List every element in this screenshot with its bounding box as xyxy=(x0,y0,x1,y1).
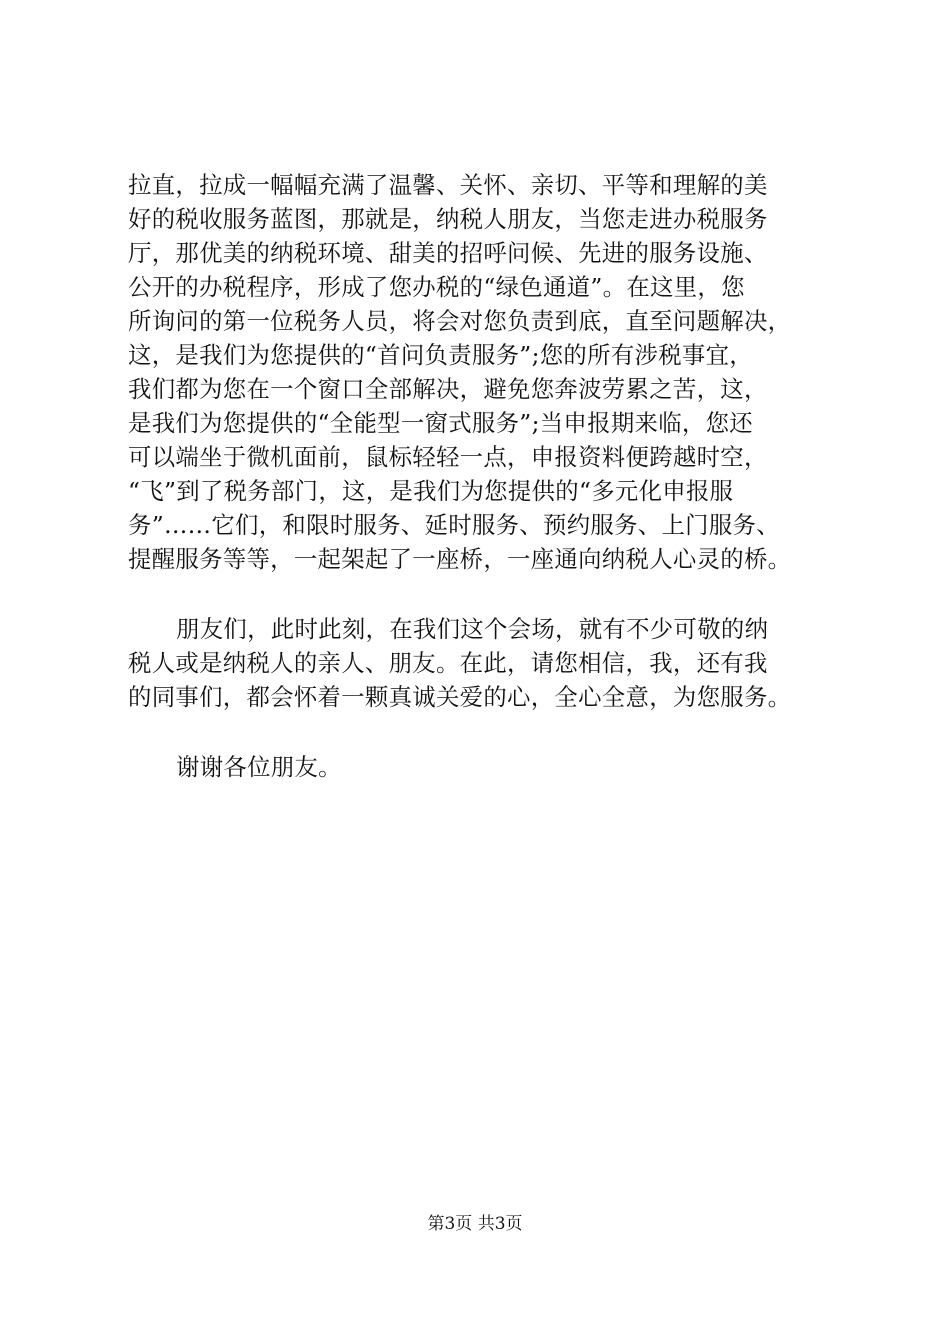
text-line: 谢谢各位朋友。 xyxy=(176,753,342,781)
paragraph-continuation xyxy=(128,168,848,576)
text-line: 好的税收服务蓝图，那就是，纳税人朋友，当您走进办税服务 xyxy=(128,205,768,233)
text-line: 公开的办税程序，形成了您办税的“绿色通道”。在这里，您 xyxy=(128,273,745,301)
page-number: 第3页 共3页 xyxy=(427,1214,523,1234)
paragraph-spacer xyxy=(128,576,848,612)
text-line: 务”……它们，和限时服务、延时服务、预约服务、上门服务、 xyxy=(128,511,780,539)
text-line: 是我们为您提供的“全能型一窗式服务”;当申报期来临，您还 xyxy=(128,409,753,437)
text-line: 我们都为您在一个窗口全部解决，避免您奔波劳累之苦，这， xyxy=(128,375,768,403)
paragraph-friends xyxy=(128,612,848,714)
paragraph-thanks xyxy=(128,750,848,784)
text-line: 拉直，拉成一幅幅充满了温馨、关怀、亲切、平等和理解的美 xyxy=(128,171,768,199)
body-text xyxy=(128,168,848,784)
text-line: 提醒服务等等，一起架起了一座桥，一座通向纳税人心灵的桥。 xyxy=(128,545,792,573)
text-line: 厅，那优美的纳税环境、甜美的招呼问候、先进的服务设施、 xyxy=(128,239,768,267)
text-line: 的同事们，都会怀着一颗真诚关爱的心，全心全意，为您服务。 xyxy=(128,683,792,711)
text-line: 所询问的第一位税务人员，将会对您负责到底，直至问题解决， xyxy=(128,307,792,335)
text-line: 税人或是纳税人的亲人、朋友。在此，请您相信，我，还有我 xyxy=(128,649,768,677)
page-footer xyxy=(0,1212,950,1236)
text-line: 朋友们，此时此刻，在我们这个会场，就有不少可敬的纳 xyxy=(176,615,769,643)
text-line: 这，是我们为您提供的“首问负责服务”;您的所有涉税事宜， xyxy=(128,341,753,369)
text-line: 可以端坐于微机面前，鼠标轻轻一点，申报资料便跨越时空， xyxy=(128,443,768,471)
paragraph-spacer xyxy=(128,714,848,750)
text-line: “飞”到了税务部门，这，是我们为您提供的“多元化申报服 xyxy=(128,477,734,505)
